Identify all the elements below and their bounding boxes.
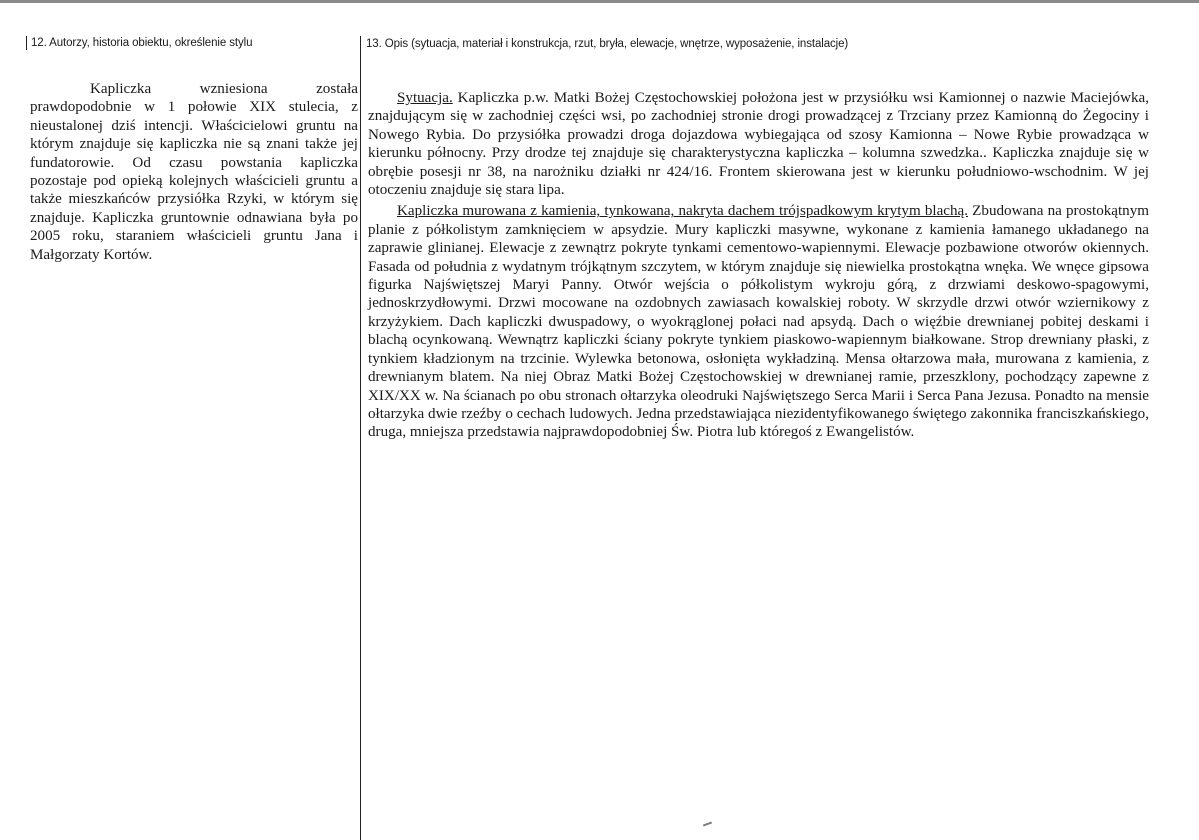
left-margin-tick bbox=[26, 36, 27, 50]
construction-lead: Kapliczka murowana z kamienia, tynkowana, nakryta dachem trójspadkowym krytym blachą. bbox=[397, 203, 969, 220]
history-paragraph: Kapliczka wzniesiona została prawdopodobnie w 1 połowie XIX stulecia, z nieustalonej dziś intencji. Właścicielowi gruntu na którym znajduje się kapliczka nie są znani także jej fundatorowie. Od czasu powstania kapliczka pozostaje pod opieką kolejnych właścicieli gruntu a także mieszkańców przysiółka Rzyki, w którym się znajduje. Kapliczka gruntownie odnawiana była po 2005 roku, staraniem właścicieli gruntu Jana i Małgorzaty Kortów. bbox=[30, 81, 358, 263]
top-border-rule bbox=[0, 0, 1199, 3]
construction-paragraph bbox=[368, 202, 1149, 441]
section-12-heading: 12. Autorzy, historia obiektu, określenie stylu bbox=[31, 37, 253, 49]
scan-mark bbox=[703, 822, 712, 827]
section-13-heading: 13. Opis (sytuacja, materiał i konstrukcja, rzut, bryła, elewacje, wnętrze, wyposażenie, instalacje) bbox=[366, 38, 849, 50]
construction-text: Zbudowana na prostokątnym planie z półkolistym zamknięciem w apsydzie. Mury kapliczki masywne, wykonane z kamienia łamanego układanego na zaprawie glinianej. Elewacje z zewnątrz pokryte tynkami cementowo-wapiennymi. Elewacje pozbawione otworów okiennych. Fasada od południa z wydatnym trójkątnym szczytem, w którym znajduje się niewielka prostokątna wnęka. We wnęce gipsowa figurka Najświętszej Maryi Panny. Otwór wejścia o półkolistym wykroju górą, z drzwiami deskowo-spagowymi, jednoskrzydłowymi. Drzwi mocowane na ozdobnych zawiasach kowalskiej roboty. W skrzydle drzwi otwór wziernikowy z krzyżykiem. Dach kapliczki dwuspadowy, o wyokrąglonej połaci nad apsydą. Dach o więźbie drewnianej pobitej deskami i blachą ocynkowaną. Wewnątrz kapliczki ściany pokryte tynkiem piaskowo-wapiennym białkowane. Strop drewniany płaski, z tynkiem kładzionym na trzcinie. Wylewka betonowa, osłonięta wykładziną. Mensa ołtarzowa mała, murowana z kamienia, z drewnianym blatem. Na niej Obraz Matki Bożej Częstochowskiej w drewnianej ramie, przeszklony, pochodzący zapewne z XIX/XX w. Na ścianach po obu stronach ołtarzyka oleodruki Najświętszego Serca Marii i Serca Pana Jezusa. Ponadto na mensie ołtarzyka dwie rzeźby o cechach ludowych. Jedna przedstawiająca niezidentyfikowanego świętego zakonnika franciszkańskiego, druga, mniejsza przedstawia najprawdopodobniej Św. Piotra lub któregoś z Ewangelistów. bbox=[368, 203, 1150, 441]
column-divider bbox=[360, 36, 361, 840]
situation-lead: Sytuacja. bbox=[397, 90, 453, 106]
description-column bbox=[368, 89, 1149, 442]
situation-paragraph bbox=[368, 89, 1149, 199]
situation-text: Kapliczka p.w. Matki Bożej Częstochowskiej położona jest w przysiółku wsi Kamionnej o nazwie Maciejówka, znajdującym się w zachodniej części wsi, po zachodniej stronie drogi prowadzącej z Trzciany przez Kamionną do Żegociny i Nowego Rybia. Do przysiółka prowadzi droga dojazdowa wybiegająca od szosy Kamionna – Nowe Rybie prowadząca w kierunku północny. Przy drodze tej znajduje się charakterystyczna kapliczka – kolumna szwedzka.. Kapliczka znajduje się w obrębie posesji nr 38, na narożniku działki nr 424/16. Frontem skierowana jest w kierunku południowo-wschodnim. W jej otoczeniu znajduje się stara lipa. bbox=[368, 90, 1149, 199]
